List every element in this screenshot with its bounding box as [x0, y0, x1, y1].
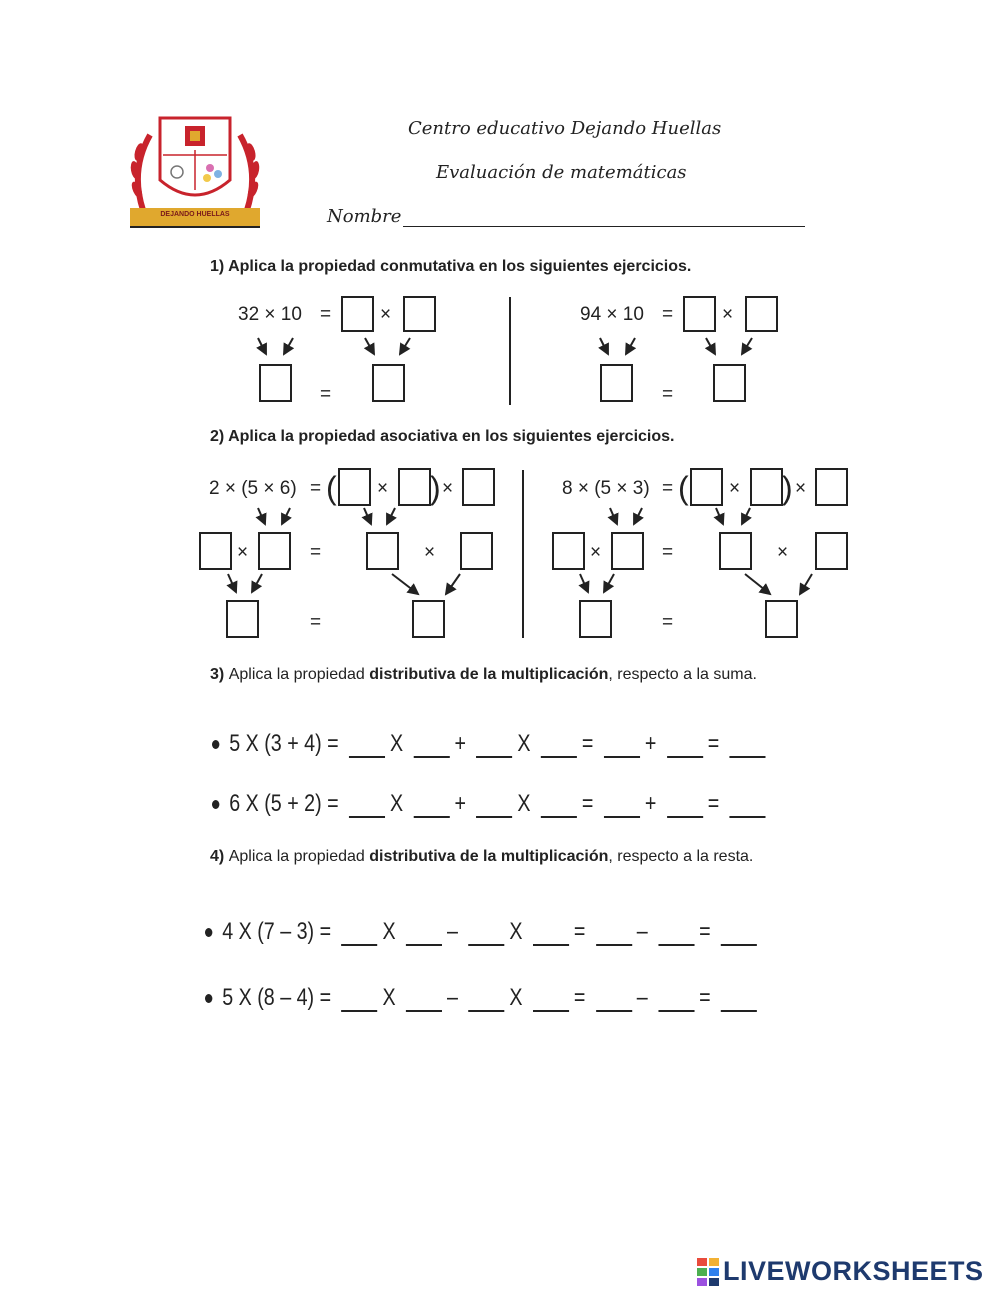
blank[interactable]	[349, 734, 385, 758]
bullet	[212, 800, 219, 809]
s2-left-row2-c[interactable]	[366, 532, 399, 570]
s2-right-box-b[interactable]	[750, 468, 783, 506]
s2-left-box-c[interactable]	[462, 468, 495, 506]
s1-left-result-a[interactable]	[259, 364, 292, 402]
section-4-heading: 4) Aplica la propiedad distributiva de la multiplicación, respecto a la resta.	[210, 848, 754, 865]
s2-right-row2-equals: =	[662, 542, 674, 563]
logo-banner-text: DEJANDO HUELLAS	[160, 211, 230, 218]
liveworksheets-text: LIVEWORKSHEETS	[723, 1256, 984, 1286]
bullet	[205, 994, 212, 1003]
blank[interactable]	[341, 988, 377, 1012]
s2-right-row2-times-1: ×	[590, 542, 602, 563]
s1-right-result-equals: =	[662, 384, 674, 405]
s3-item-1: 5 X (3 + 4) = X + X = + =	[212, 730, 771, 758]
blank[interactable]	[476, 734, 512, 758]
s2-left-row2-a[interactable]	[199, 532, 232, 570]
s4-item-2: 5 X (8 – 4) = X – X = – =	[205, 984, 762, 1012]
blank[interactable]	[541, 734, 577, 758]
blank[interactable]	[667, 794, 703, 818]
blank[interactable]	[721, 922, 757, 946]
s4-item-1: 4 X (7 – 3) = X – X = – =	[205, 918, 762, 946]
liveworksheets-logo	[697, 1256, 984, 1287]
section-1-heading: 1) Aplica la propiedad conmutativa en los siguientes ejercicios.	[210, 258, 692, 275]
blank[interactable]	[721, 988, 757, 1012]
section-2-heading: 2) Aplica la propiedad asociativa en los siguientes ejercicios.	[210, 428, 675, 445]
s2-left-equals: =	[310, 478, 322, 499]
s2-left-result-b[interactable]	[412, 600, 445, 638]
s2-left-box-a[interactable]	[338, 468, 371, 506]
s1-right-times: ×	[722, 304, 734, 325]
s1-left-box-b[interactable]	[403, 296, 436, 332]
section-2-title: Aplica la propiedad asociativa en los siguientes ejercicios.	[228, 428, 675, 445]
s2-left-row2-times-1: ×	[237, 542, 249, 563]
s2-right-times-1: ×	[729, 478, 741, 499]
blank[interactable]	[596, 988, 632, 1012]
name-field[interactable]	[403, 226, 805, 227]
blank[interactable]	[658, 988, 694, 1012]
blank[interactable]	[349, 794, 385, 818]
s2-right-row2-a[interactable]	[552, 532, 585, 570]
blank[interactable]	[414, 734, 450, 758]
s2-right-row2-times-2: ×	[777, 542, 789, 563]
liveworksheets-icon	[697, 1258, 719, 1286]
s2-left-row2-b[interactable]	[258, 532, 291, 570]
s1-left-expression: 32 × 10	[238, 304, 302, 325]
s2-right-expression: 8 × (5 × 3)	[562, 478, 650, 499]
s2-left-box-b[interactable]	[398, 468, 431, 506]
blank[interactable]	[730, 734, 766, 758]
s2-left-open-paren: (	[326, 470, 337, 506]
s2-left-row2-equals: =	[310, 542, 322, 563]
bullet	[212, 740, 219, 749]
name-label: Nombre	[327, 206, 402, 227]
blank[interactable]	[667, 734, 703, 758]
s3-item-2: 6 X (5 + 2) = X + X = + =	[212, 790, 771, 818]
blank[interactable]	[468, 988, 504, 1012]
blank[interactable]	[533, 922, 569, 946]
blank[interactable]	[533, 988, 569, 1012]
s1-right-result-b[interactable]	[713, 364, 746, 402]
s2-right-result-a[interactable]	[579, 600, 612, 638]
s1-divider	[509, 297, 511, 405]
s2-right-result-b[interactable]	[765, 600, 798, 638]
blank[interactable]	[414, 794, 450, 818]
s1-left-times: ×	[380, 304, 392, 325]
s1-left-box-a[interactable]	[341, 296, 374, 332]
s2-right-row2-b[interactable]	[611, 532, 644, 570]
exam-title: Evaluación de matemáticas	[436, 162, 687, 183]
s2-divider	[522, 470, 524, 638]
bullet	[205, 928, 212, 937]
s2-right-times-2: ×	[795, 478, 807, 499]
school-logo	[125, 110, 265, 235]
blank[interactable]	[468, 922, 504, 946]
s2-left-result-a[interactable]	[226, 600, 259, 638]
s1-right-box-a[interactable]	[683, 296, 716, 332]
s1-left-equals: =	[320, 304, 332, 325]
s1-right-box-b[interactable]	[745, 296, 778, 332]
blank[interactable]	[541, 794, 577, 818]
blank[interactable]	[604, 734, 640, 758]
s2-right-result-equals: =	[662, 612, 674, 633]
s2-left-times-2: ×	[442, 478, 454, 499]
s2-right-box-a[interactable]	[690, 468, 723, 506]
section-1-title: Aplica la propiedad conmutativa en los siguientes ejercicios.	[228, 258, 692, 275]
blank[interactable]	[406, 988, 442, 1012]
blank[interactable]	[406, 922, 442, 946]
blank[interactable]	[341, 922, 377, 946]
s2-right-box-c[interactable]	[815, 468, 848, 506]
s1-left-result-equals: =	[320, 384, 332, 405]
s2-right-open-paren: (	[678, 470, 689, 506]
s1-right-expression: 94 × 10	[580, 304, 644, 325]
section-3-heading: 3) Aplica la propiedad distributiva de la multiplicación, respecto a la suma.	[210, 666, 757, 683]
s2-left-times-1: ×	[377, 478, 389, 499]
s2-left-row2-times-2: ×	[424, 542, 436, 563]
blank[interactable]	[658, 922, 694, 946]
s2-left-row2-d[interactable]	[460, 532, 493, 570]
blank[interactable]	[604, 794, 640, 818]
s2-left-expression: 2 × (5 × 6)	[209, 478, 297, 499]
blank[interactable]	[476, 794, 512, 818]
s2-left-close-paren: )	[430, 470, 441, 506]
s1-left-result-b[interactable]	[372, 364, 405, 402]
s2-right-row2-c[interactable]	[719, 532, 752, 570]
s1-right-equals: =	[662, 304, 674, 325]
s2-right-equals: =	[662, 478, 674, 499]
s2-left-result-equals: =	[310, 612, 322, 633]
s2-right-close-paren: )	[782, 470, 793, 506]
blank[interactable]	[596, 922, 632, 946]
s1-right-result-a[interactable]	[600, 364, 633, 402]
blank[interactable]	[730, 794, 766, 818]
school-name: Centro educativo Dejando Huellas	[408, 118, 722, 139]
s2-right-row2-d[interactable]	[815, 532, 848, 570]
